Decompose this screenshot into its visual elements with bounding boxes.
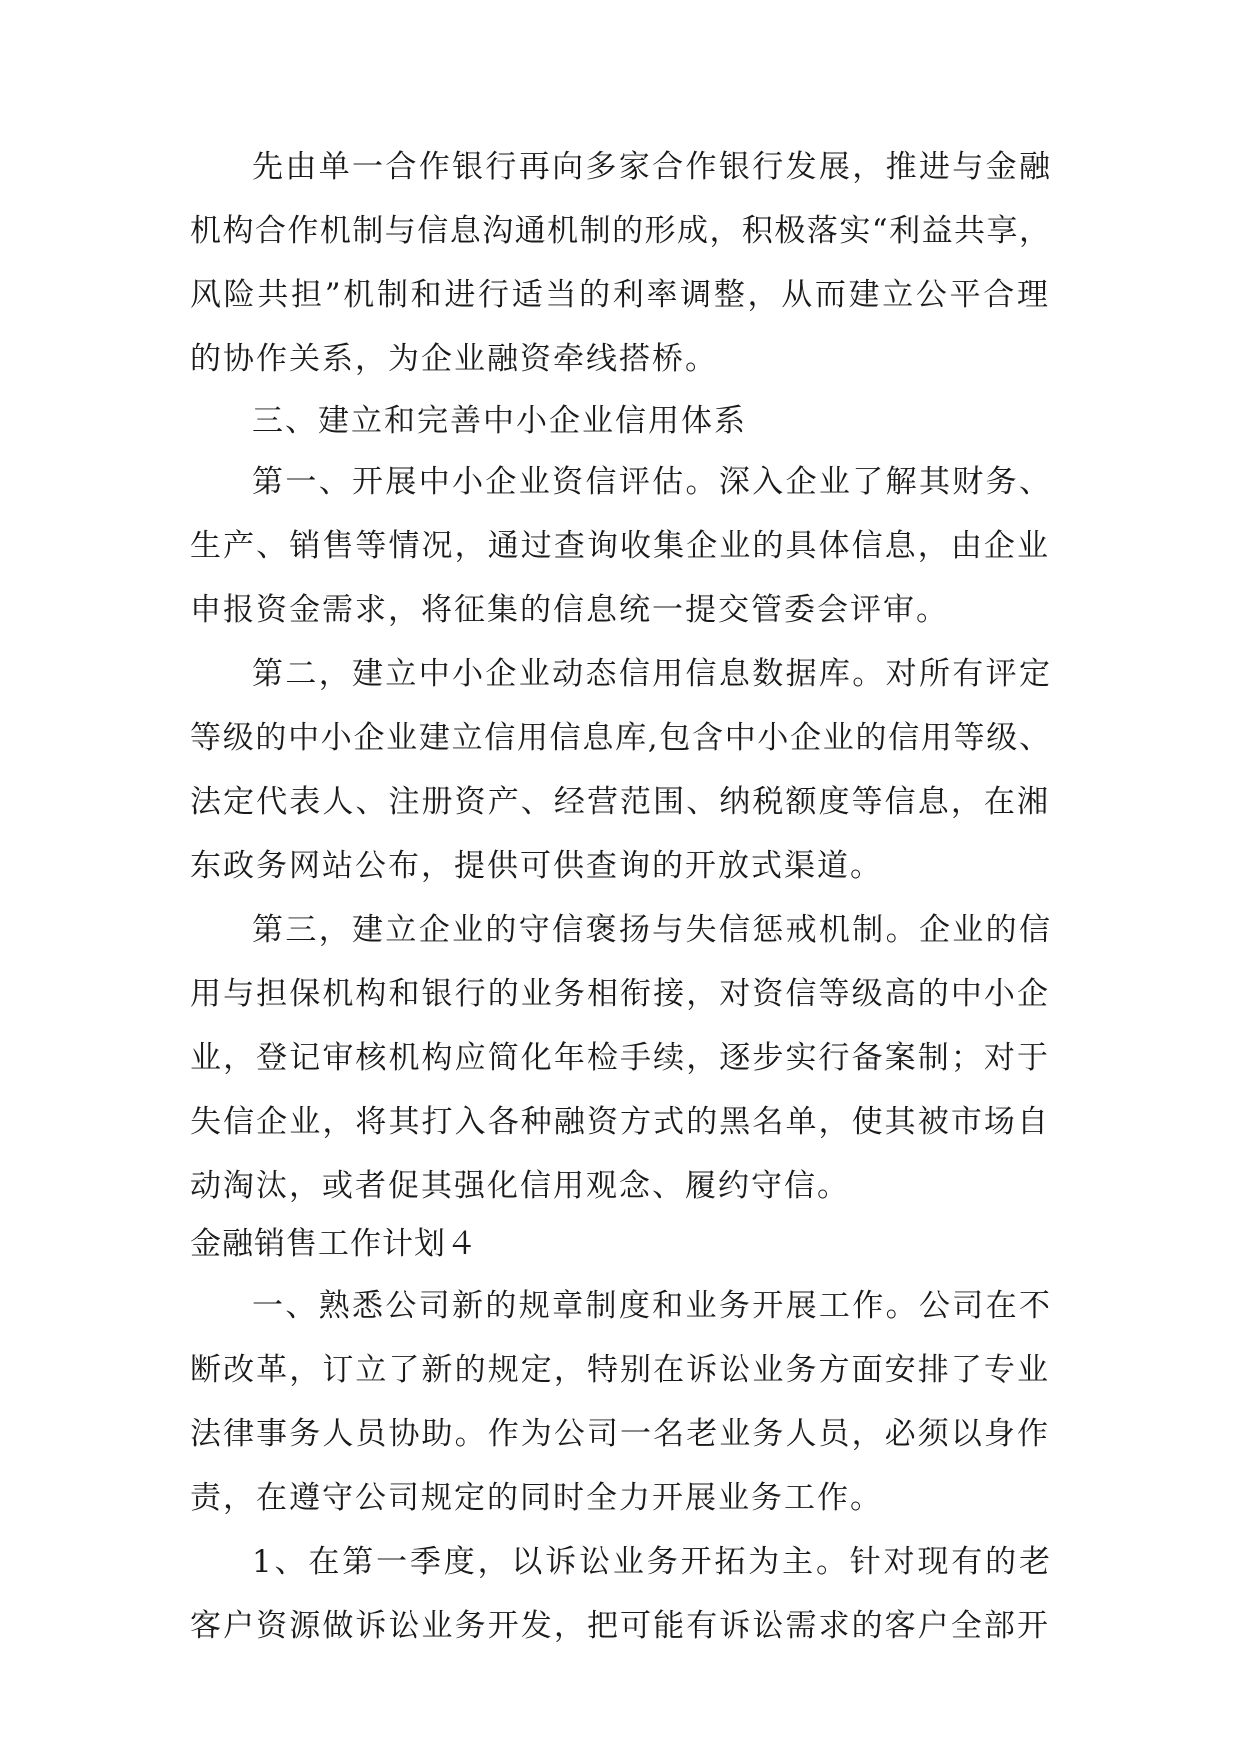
- paragraph-line: 第二，建立中小企业动态信用信息数据库。对所有评定: [252, 656, 1052, 692]
- paragraph-line: 1、在第一季度，以诉讼业务开拓为主。针对现有的老: [252, 1544, 1052, 1580]
- paragraph-line: 客户资源做诉讼业务开发，把可能有诉讼需求的客户全部开: [190, 1608, 1050, 1644]
- paragraph-line: 申报资金需求，将征集的信息统一提交管委会评审。: [190, 592, 949, 628]
- paragraph-line: 先由单一合作银行再向多家合作银行发展，推进与金融: [252, 149, 1052, 185]
- paragraph-line: 第三，建立企业的守信褒扬与失信惩戒机制。企业的信: [252, 912, 1052, 948]
- document-section-title: 金融销售工作计划４: [190, 1226, 478, 1262]
- paragraph-line: 用与担保机构和银行的业务相衔接，对资信等级高的中小企: [190, 976, 1050, 1012]
- paragraph-line: 机构合作机制与信息沟通机制的形成，积极落实“利益共享，: [190, 213, 1050, 249]
- paragraph-line: 法律事务人员协助。作为公司一名老业务人员，必须以身作: [190, 1416, 1050, 1452]
- paragraph-line: 东政务网站公布，提供可供查询的开放式渠道。: [190, 848, 883, 884]
- paragraph-line: 动淘汰，或者促其强化信用观念、履约守信。: [190, 1168, 850, 1204]
- section-heading: 三、建立和完善中小企业信用体系: [252, 403, 747, 439]
- paragraph-line: 失信企业，将其打入各种融资方式的黑名单，使其被市场自: [190, 1104, 1050, 1140]
- paragraph-line: 一、熟悉公司新的规章制度和业务开展工作。公司在不: [252, 1288, 1052, 1324]
- paragraph-line: 生产、销售等情况，通过查询收集企业的具体信息，由企业: [190, 528, 1050, 564]
- paragraph-line: 的协作关系，为企业融资牵线搭桥。: [190, 341, 718, 377]
- paragraph-line: 第一、开展中小企业资信评估。深入企业了解其财务、: [252, 464, 1052, 500]
- paragraph-line: 等级的中小企业建立信用信息库,包含中小企业的信用等级、: [190, 720, 1050, 756]
- paragraph-line: 业，登记审核机构应简化年检手续，逐步实行备案制；对于: [190, 1040, 1050, 1076]
- paragraph-line: 责，在遵守公司规定的同时全力开展业务工作。: [190, 1480, 883, 1516]
- paragraph-line: 风险共担”机制和进行适当的利率调整，从而建立公平合理: [190, 277, 1050, 313]
- paragraph-line: 断改革，订立了新的规定，特别在诉讼业务方面安排了专业: [190, 1352, 1050, 1388]
- paragraph-line: 法定代表人、注册资产、经营范围、纳税额度等信息，在湘: [190, 784, 1050, 820]
